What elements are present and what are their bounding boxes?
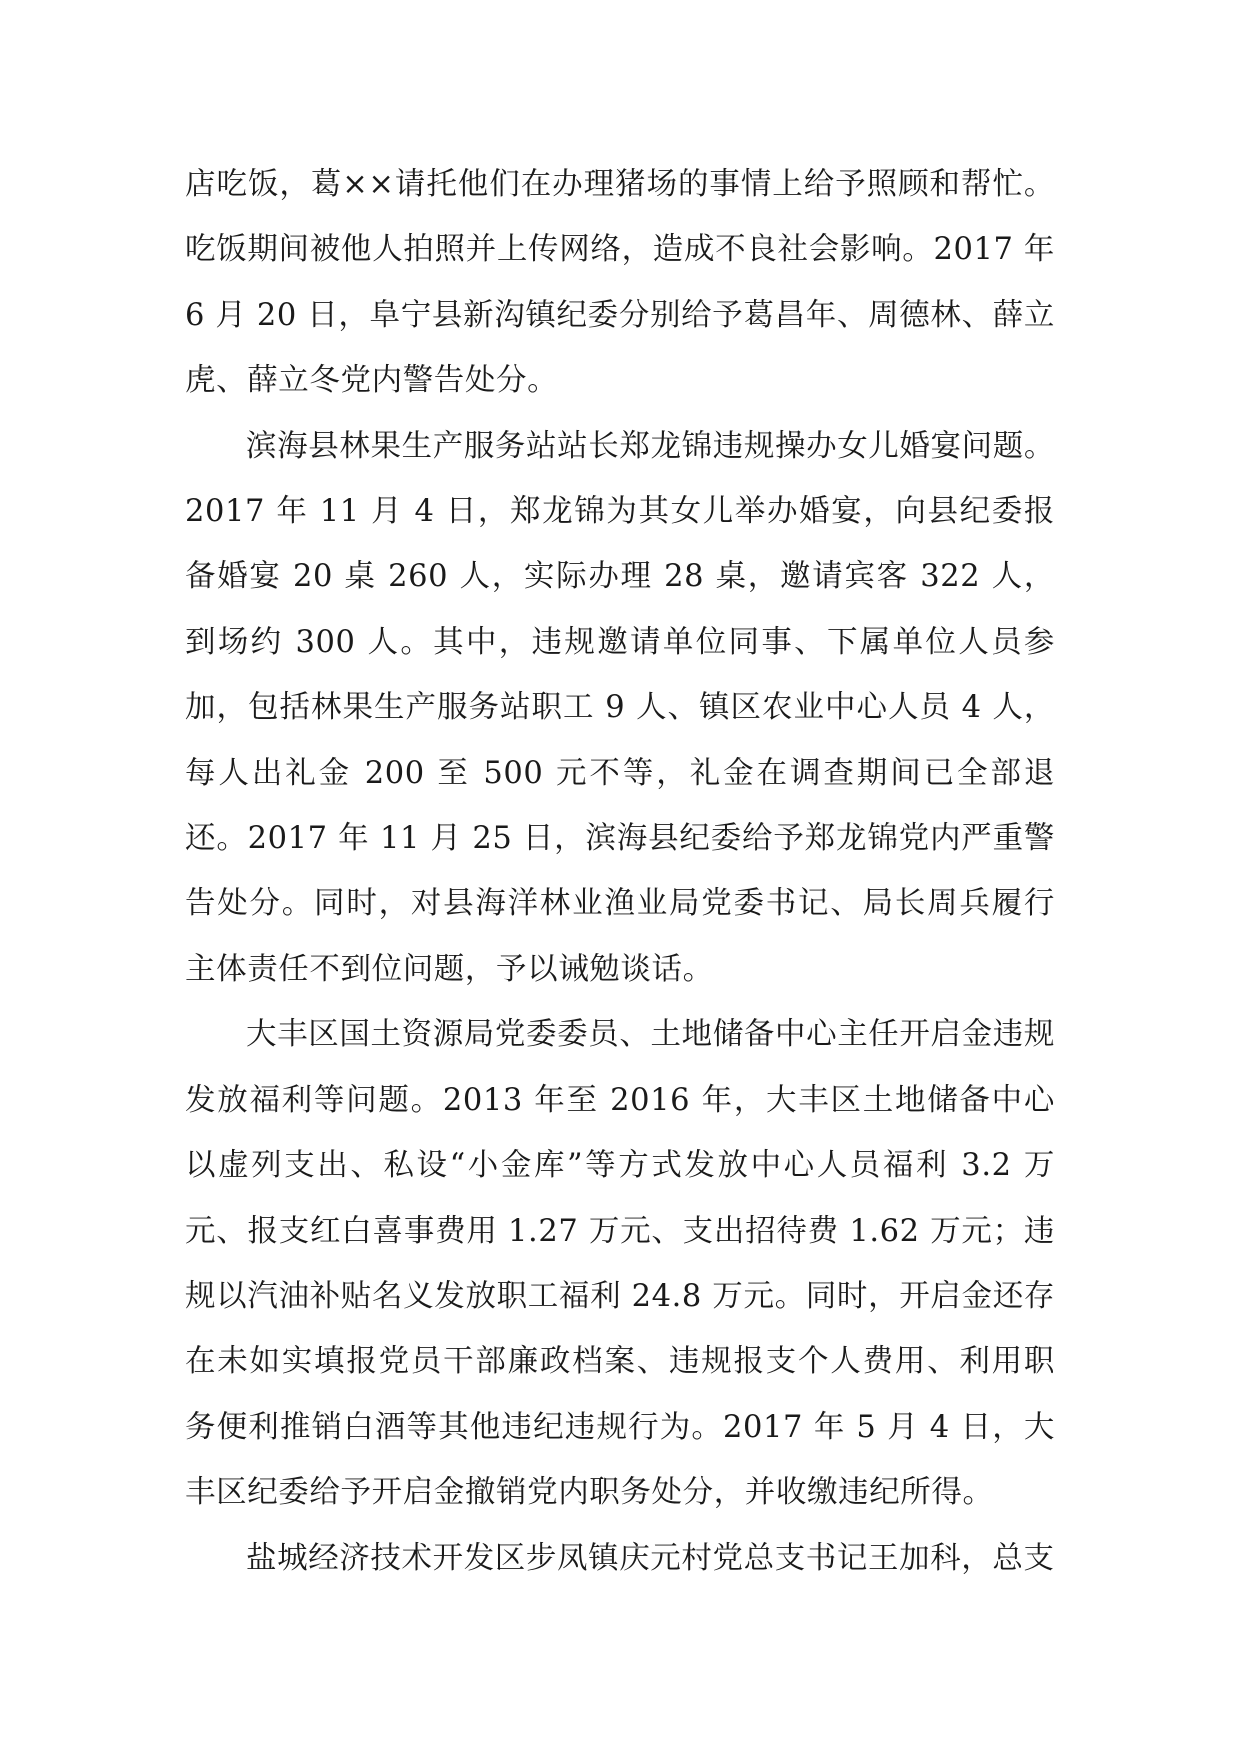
paragraph-binhai-case: 滨海县林果生产服务站站长郑龙锦违规操办女儿婚宴问题。2017 年 11 月 4 日，郑龙锦为其女儿举办婚宴，向县纪委报备婚宴 20 桌 260 人，实际办理 28 桌，邀请宾客 322 人，到场约 300 人。其中，违规邀请单位同事、下属单位人员参加，包括林果生产服务站职工 9 人、镇区农业中心人员 4 人，每人出礼金 200 至 500 元不等，礼金在调查期间已全部退还。2017 年 11 月 25 日，滨海县纪委给予郑龙锦党内严重警告处分。同时，对县海洋林业渔业局党委书记、局长周兵履行主体责任不到位问题，予以诫勉谈话。 xyxy=(185,428,1055,987)
body-text xyxy=(185,152,1055,1591)
paragraph-yancheng-case: 盐城经济技术开发区步凤镇庆元村党总支书记王加科，总支 xyxy=(246,1540,1055,1576)
paragraph-continuation: 店吃饭，葛××请托他们在办理猪场的事情上给予照顾和帮忙。吃饭期间被他人拍照并上传网络，造成不良社会影响。2017 年 6 月 20 日，阜宁县新沟镇纪委分别给予葛昌年、周德林、薛立虎、薛立冬党内警告处分。 xyxy=(185,167,1055,399)
paragraph-dafeng-case: 大丰区国土资源局党委委员、土地储备中心主任开启金违规发放福利等问题。2013 年至 2016 年，大丰区土地储备中心以虚列支出、私设“小金库”等方式发放中心人员福利 3.2 万元、报支红白喜事费用 1.27 万元、支出招待费 1.62 万元；违规以汽油补贴名义发放职工福利 24.8 万元。同时，开启金还存在未如实填报党员干部廉政档案、违规报支个人费用、利用职务便利推销白酒等其他违纪违规行为。2017 年 5 月 4 日，大丰区纪委给予开启金撤销党内职务处分，并收缴违纪所得。 xyxy=(185,1017,1055,1511)
